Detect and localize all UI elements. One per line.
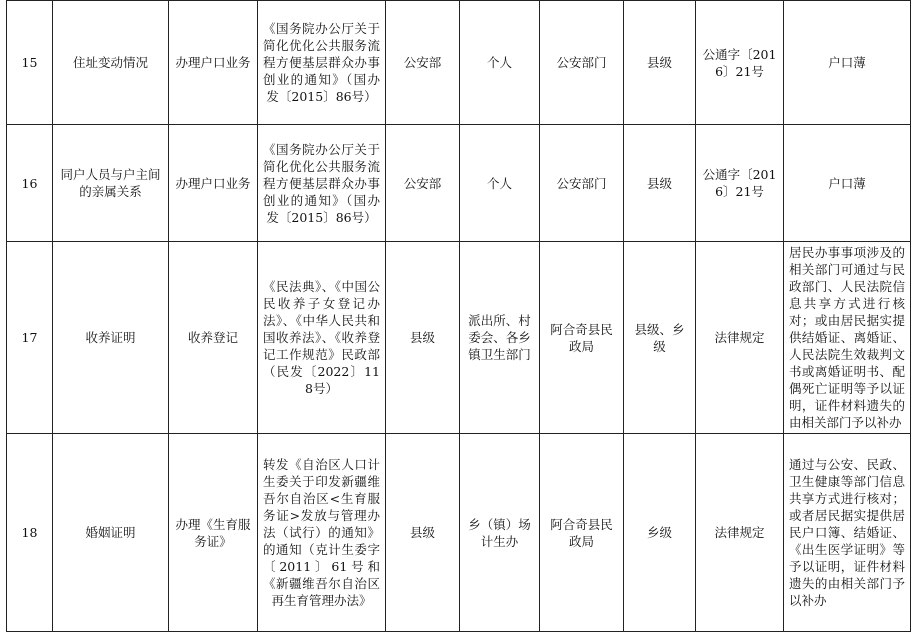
document-number: 公通字〔2016〕21号 bbox=[696, 125, 784, 242]
table-row bbox=[7, 125, 911, 242]
row-number: 15 bbox=[7, 1, 53, 125]
responsible-department: 公安部门 bbox=[540, 1, 624, 125]
verification-method: 通过与公安、民政、卫生健康等部门信息共享方式进行核对；或者居民据实提供居民户口簿、结婚证、《出生医学证明》等予以证明，证件材料遗失的由相关部门予以补办 bbox=[784, 434, 911, 632]
applicable-subject: 乡（镇）场计生办 bbox=[460, 434, 540, 632]
verification-method: 居民办事事项涉及的相关部门可通过与民政部门、人民法院信息共享方式进行核对；或由居民据实提供结婚证、离婚证、人民法院生效裁判文书或离婚证明书、配偶死亡证明等予以证明，证件材料遗失的由相关部门予以补办 bbox=[784, 242, 911, 434]
issuing-authority: 公安部 bbox=[386, 1, 460, 125]
legal-basis: 《民法典》、《中国公民收养子女登记办法》、《中华人民共和国收养法》、《收养登记工作规范》民政部（民发〔2022〕118号） bbox=[258, 242, 386, 434]
applicable-subject: 派出所、村委会、各乡镇卫生部门 bbox=[460, 242, 540, 434]
service-matter: 办理《生育服务证》 bbox=[169, 434, 258, 632]
certificate-item: 婚姻证明 bbox=[53, 434, 169, 632]
row-number: 17 bbox=[7, 242, 53, 434]
certificate-items-table bbox=[6, 0, 911, 632]
document-number: 法律规定 bbox=[696, 434, 784, 632]
applicable-subject: 个人 bbox=[460, 125, 540, 242]
legal-basis: 转发《自治区人口计生委关于印发新疆维吾尔自治区<生育服务证>发放与管理办法（试行）的通知》的通知（克计生委字〔2011〕61号和《新疆维吾尔自治区再生育管理办法》 bbox=[258, 434, 386, 632]
verification-method: 户口薄 bbox=[784, 125, 911, 242]
administrative-level: 县级 bbox=[624, 1, 696, 125]
service-matter: 收养登记 bbox=[169, 242, 258, 434]
issuing-authority: 县级 bbox=[386, 242, 460, 434]
table-row bbox=[7, 242, 911, 434]
document-number: 公通字〔2016〕21号 bbox=[696, 1, 784, 125]
responsible-department: 公安部门 bbox=[540, 125, 624, 242]
issuing-authority: 县级 bbox=[386, 434, 460, 632]
table-row bbox=[7, 434, 911, 632]
certificate-item: 同户人员与户主间的亲属关系 bbox=[53, 125, 169, 242]
certificate-item: 住址变动情况 bbox=[53, 1, 169, 125]
administrative-level: 县级 bbox=[624, 125, 696, 242]
administrative-level: 乡级 bbox=[624, 434, 696, 632]
service-matter: 办理户口业务 bbox=[169, 1, 258, 125]
administrative-level: 县级、乡级 bbox=[624, 242, 696, 434]
legal-basis: 《国务院办公厅关于简化优化公共服务流程方便基层群众办事创业的通知》（国办发〔2015〕86号） bbox=[258, 125, 386, 242]
table-row bbox=[7, 1, 911, 125]
verification-method: 户口薄 bbox=[784, 1, 911, 125]
issuing-authority: 公安部 bbox=[386, 125, 460, 242]
row-number: 16 bbox=[7, 125, 53, 242]
document-number: 法律规定 bbox=[696, 242, 784, 434]
certificate-item: 收养证明 bbox=[53, 242, 169, 434]
legal-basis: 《国务院办公厅关于简化优化公共服务流程方便基层群众办事创业的通知》（国办发〔2015〕86号） bbox=[258, 1, 386, 125]
responsible-department: 阿合奇县民政局 bbox=[540, 434, 624, 632]
row-number: 18 bbox=[7, 434, 53, 632]
responsible-department: 阿合奇县民政局 bbox=[540, 242, 624, 434]
applicable-subject: 个人 bbox=[460, 1, 540, 125]
service-matter: 办理户口业务 bbox=[169, 125, 258, 242]
